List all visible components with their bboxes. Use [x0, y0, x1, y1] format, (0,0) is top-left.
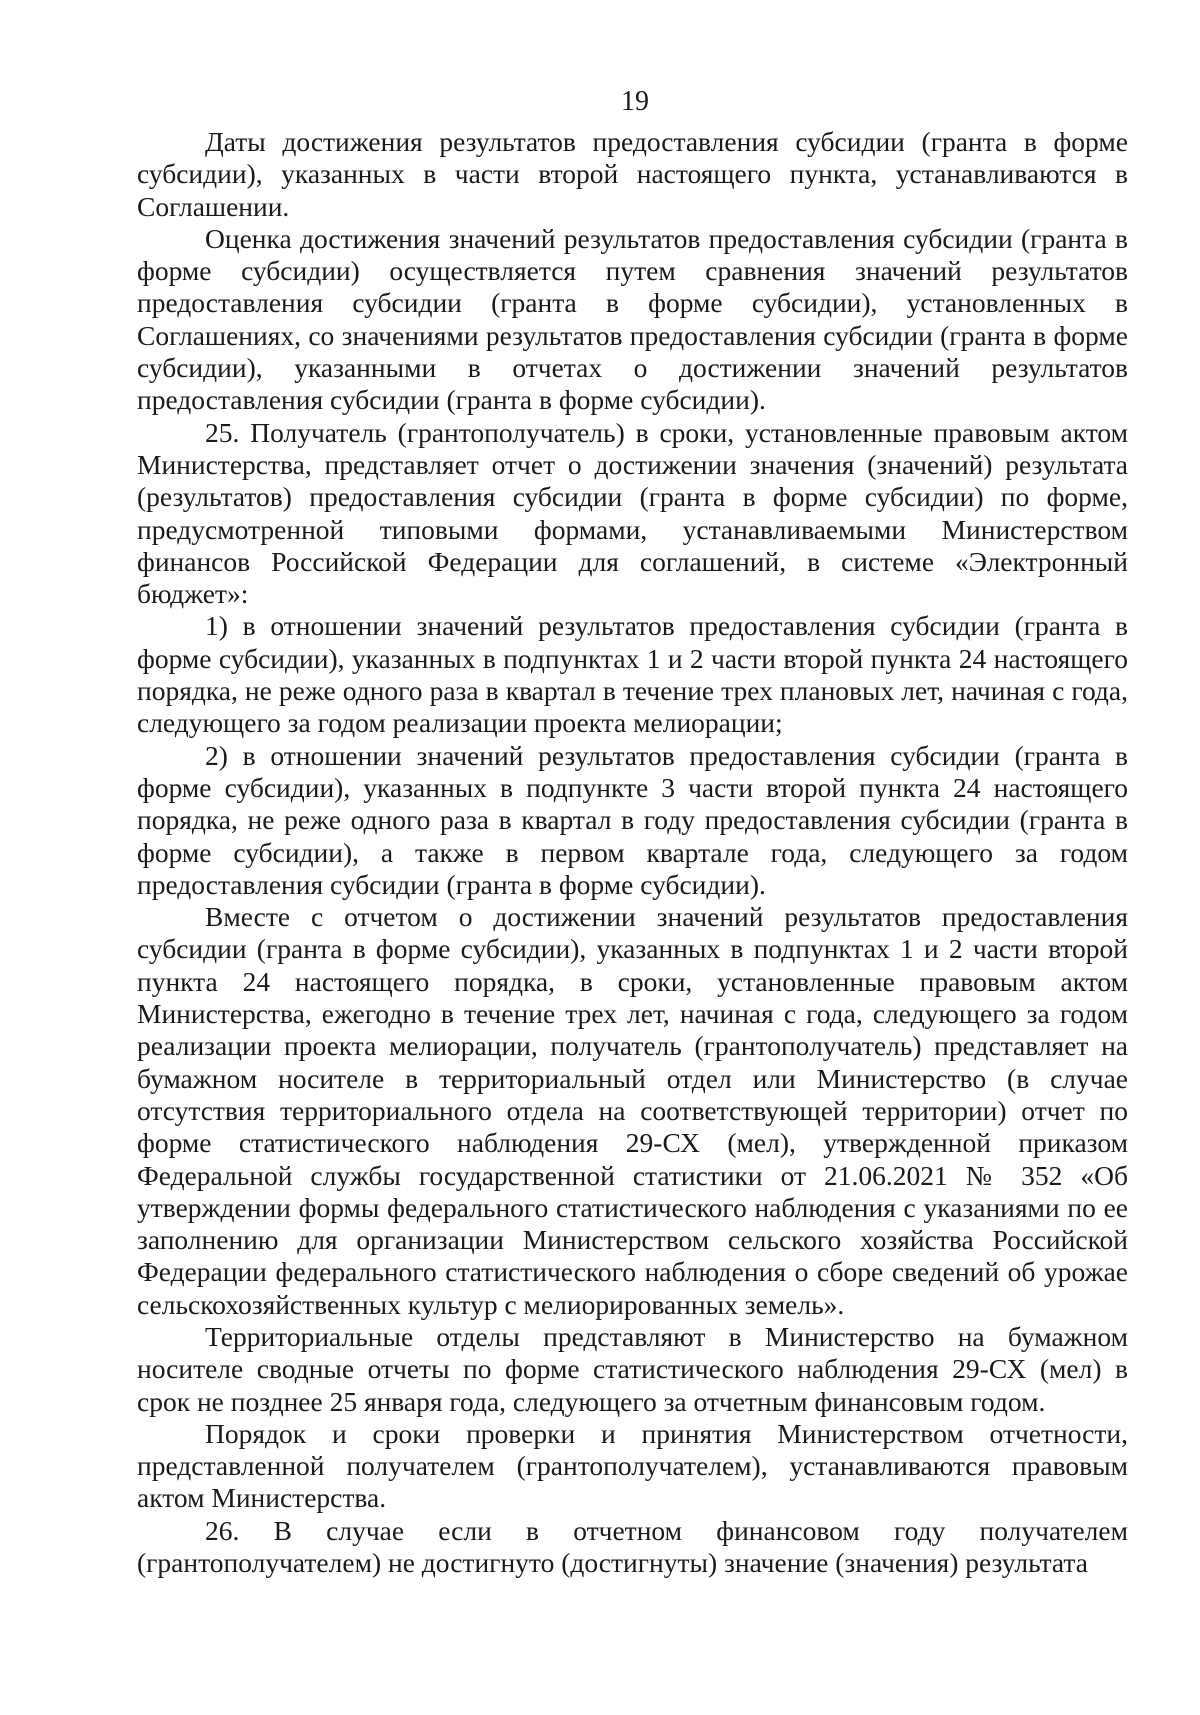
- paragraph-statistical-report: Вместе с отчетом о достижении значений результатов предоставления субсидии (гранта в форме субсидии), указанных в подпунктах 1 и 2 части второй пункта 24 настоящего порядка, в сроки, установленные правовым актом Министерства, ежегодно в течение трех лет, начиная с года, следующего за годом реализации проекта мелиорации, получатель (грантополучатель) представляет на бумажном носителе в территориальный отдел или Министерство (в случае отсутствия территориального отдела на соответствующей территории) отчет по форме статистического наблюдения 29-СХ (мел), утвержденной приказом Федеральной службы государственной статистики от 21.06.2021 № 352 «Об утверждении формы федерального статистического наблюдения с указаниями по ее заполнению для организации Министерством сельского хозяйства Российской Федерации федерального статистического наблюдения о сборе сведений об урожае сельскохозяйственных культур с мелиорированных земель».: [137, 901, 1128, 1320]
- paragraph-verification: Порядок и сроки проверки и принятия Министерством отчетности, представленной получателем (грантополучателем), устанавливаются правовым актом Министерства.: [137, 1417, 1128, 1514]
- paragraph-clause-25: 25. Получатель (грантополучатель) в сроки, установленные правовым актом Министерства, представляет отчет о достижении значения (значений) результата (результатов) предоставления субсидии (гранта в форме субсидии) по форме, предусмотренной типовыми формами, устанавливаемыми Министерством финансов Российской Федерации для соглашений, в системе «Электронный бюджет»:: [137, 416, 1128, 610]
- paragraph-clause-26: 26. В случае если в отчетном финансовом году получателем (грантополучателем) не достигнуто (достигнуты) значение (значения) результата: [137, 1514, 1128, 1579]
- document-body: [137, 126, 1128, 1579]
- paragraph-territorial-offices: Территориальные отделы представляют в Министерство на бумажном носителе сводные отчеты по форме статистического наблюдения 29-СХ (мел) в срок не позднее 25 января года, следующего за отчетным финансовым годом.: [137, 1320, 1128, 1417]
- paragraph-item-2: 2) в отношении значений результатов предоставления субсидии (гранта в форме субсидии), указанных в подпункте 3 части второй пункта 24 настоящего порядка, не реже одного раза в квартал в году предоставления субсидии (гранта в форме субсидии), а также в первом квартале года, следующего за годом предоставления субсидии (гранта в форме субсидии).: [137, 739, 1128, 900]
- page-number: 19: [621, 86, 649, 117]
- paragraph-dates: Даты достижения результатов предоставления субсидии (гранта в форме субсидии), указанных в части второй настоящего пункта, устанавливаются в Соглашении.: [137, 126, 1128, 222]
- paragraph-item-1: 1) в отношении значений результатов предоставления субсидии (гранта в форме субсидии), указанных в подпунктах 1 и 2 части второй пункта 24 настоящего порядка, не реже одного раза в квартал в течение трех плановых лет, начиная с года, следующего за годом реализации проекта мелиорации;: [137, 610, 1128, 739]
- paragraph-evaluation: Оценка достижения значений результатов предоставления субсидии (гранта в форме субсидии) осуществляется путем сравнения значений результатов предоставления субсидии (гранта в форме субсидии), установленных в Соглашениях, со значениями результатов предоставления субсидии (гранта в форме субсидии), указанными в отчетах о достижении значений результатов предоставления субсидии (гранта в форме субсидии).: [137, 222, 1128, 416]
